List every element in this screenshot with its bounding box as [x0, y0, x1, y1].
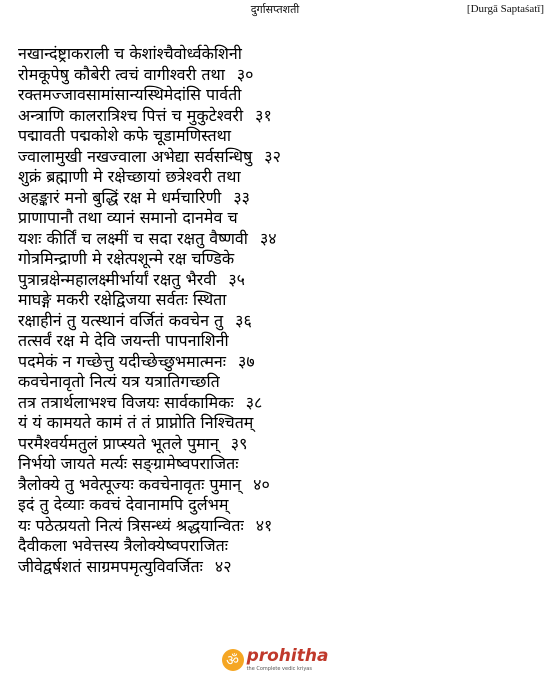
verse-number: ३१	[255, 105, 272, 125]
verse-text: दैवीकला भवेत्तस्य त्रैलोक्येष्वपराजितः	[18, 536, 229, 555]
verse-line	[18, 249, 538, 270]
brand-text	[247, 648, 329, 672]
verse-text: परमैश्वर्यमतुलं प्राप्स्यते भूतले पुमान्	[18, 433, 219, 453]
verse-text: ज्वालामुखी नखज्वाला अभेद्या सर्वसन्धिषु	[18, 146, 253, 166]
verse-number: ३५	[228, 269, 245, 289]
verse-text: गोत्रमिन्द्राणी मे रक्षेत्पशून्मे रक्ष चण्डिके	[18, 249, 235, 268]
verse-text: अन्त्राणि कालरात्रिश्च पित्तं च मुकुटेश्वरी	[18, 105, 244, 125]
verse-line	[18, 352, 538, 373]
verse-line	[18, 434, 538, 455]
verse-line	[18, 454, 538, 475]
om-icon: ॐ	[222, 649, 244, 671]
verse-text: कवचेनावृतो नित्यं यत्र यत्रातिगच्छति	[18, 372, 220, 391]
verse-line	[18, 229, 538, 250]
verse-line	[18, 270, 538, 291]
verse-line	[18, 475, 538, 496]
verse-text: रक्षाहीनं तु यत्स्थानं वर्जितं कवचेन तु	[18, 310, 224, 330]
verse-number: ३९	[230, 433, 248, 453]
verse-text: प्राणापानौ तथा व्यानं समानो दानमेव च	[18, 208, 238, 227]
brand-logo	[222, 648, 329, 672]
verse-line	[18, 311, 538, 332]
verse-number: ३७	[238, 351, 255, 371]
verse-text: रक्तमज्जावसामांसान्यस्थिमेदांसि पार्वती	[18, 85, 242, 104]
verse-text: नखान्दंष्ट्राकराली च केशांश्चैवोर्ध्वकेशिनी	[18, 44, 242, 63]
verse-text: रोमकूपेषु कौबेरी त्वचं वागीश्वरी तथा	[18, 64, 225, 84]
verse-text: यशः कीर्तिं च लक्ष्मीं च सदा रक्षतु वैष्णवी	[18, 228, 248, 248]
page-header-title: दुर्गासप्तशती	[250, 3, 300, 16]
page-header-transliteration: [Durgā Saptaśatī]	[466, 3, 544, 15]
verse-line	[18, 208, 538, 229]
verse-line	[18, 65, 538, 86]
verse-text: पद्मावती पद्मकोशे कफे चूडामणिस्तथा	[18, 126, 231, 145]
verse-number: ३६	[235, 310, 252, 330]
verse-text: त्रैलोक्ये तु भवेत्पूज्यः कवचेनावृतः पुमान्	[18, 474, 242, 494]
verse-line	[18, 290, 538, 311]
verse-line	[18, 106, 538, 127]
verse-number: ३८	[245, 392, 263, 412]
verse-text: निर्भयो जायते मर्त्यः सङ्ग्रामेष्वपराजितः	[18, 454, 239, 473]
verse-text: पुत्रान्रक्षेन्महालक्ष्मीर्भार्यां रक्षतु भैरवी	[18, 269, 217, 289]
verse-text: अहङ्कारं मनो बुद्धिं रक्ष मे धर्मचारिणी	[18, 187, 222, 207]
verse-line	[18, 536, 538, 557]
verse-text: तत्र तत्रार्थलाभश्च विजयः सार्वकामिकः	[18, 392, 234, 412]
verse-text: पदमेकं न गच्छेत्तु यदीच्छेच्छुभमात्मनः	[18, 351, 227, 371]
verse-line	[18, 393, 538, 414]
verse-line	[18, 167, 538, 188]
verse-text: शुक्रं ब्रह्माणी मे रक्षेच्छायां छत्रेश्वरी तथा	[18, 167, 241, 186]
verse-line	[18, 413, 538, 434]
verse-line	[18, 557, 538, 578]
verse-number: ४०	[253, 474, 270, 494]
verse-number: ४१	[255, 515, 273, 535]
verse-text: तत्सर्वं रक्ष मे देवि जयन्ती पापनाशिनी	[18, 331, 229, 350]
verse-text: यः पठेत्प्रयतो नित्यं त्रिसन्ध्यं श्रद्धयान्वितः	[18, 515, 244, 535]
verse-line	[18, 188, 538, 209]
verse-number: ३२	[264, 146, 281, 166]
verse-number: ३३	[233, 187, 250, 207]
verse-text: यं यं कामयते कामं तं तं प्राप्नोति निश्चितम्	[18, 413, 254, 432]
verse-number: ४२	[214, 556, 232, 576]
brand-tagline: the Complete vedic kriyas	[246, 666, 312, 672]
verse-text: माघङ्गे मकरी रक्षेद्विजया सर्वतः स्थिता	[18, 290, 227, 309]
verse-line	[18, 44, 538, 65]
verse-number: ३४	[259, 228, 277, 248]
verse-line	[18, 516, 538, 537]
verse-line	[18, 495, 538, 516]
verse-line	[18, 331, 538, 352]
verse-block	[18, 44, 538, 577]
verse-line	[18, 85, 538, 106]
verse-line	[18, 372, 538, 393]
brand-name: prohitha	[246, 646, 329, 666]
verse-line	[18, 126, 538, 147]
verse-line	[18, 147, 538, 168]
verse-text: जीवेद्वर्षशतं साग्रमपमृत्युविवर्जितः	[18, 556, 203, 576]
verse-text: इदं तु देव्याः कवचं देवानामपि दुर्लभम्	[18, 495, 229, 514]
footer-logo	[0, 648, 550, 672]
verse-number: ३०	[236, 64, 254, 84]
